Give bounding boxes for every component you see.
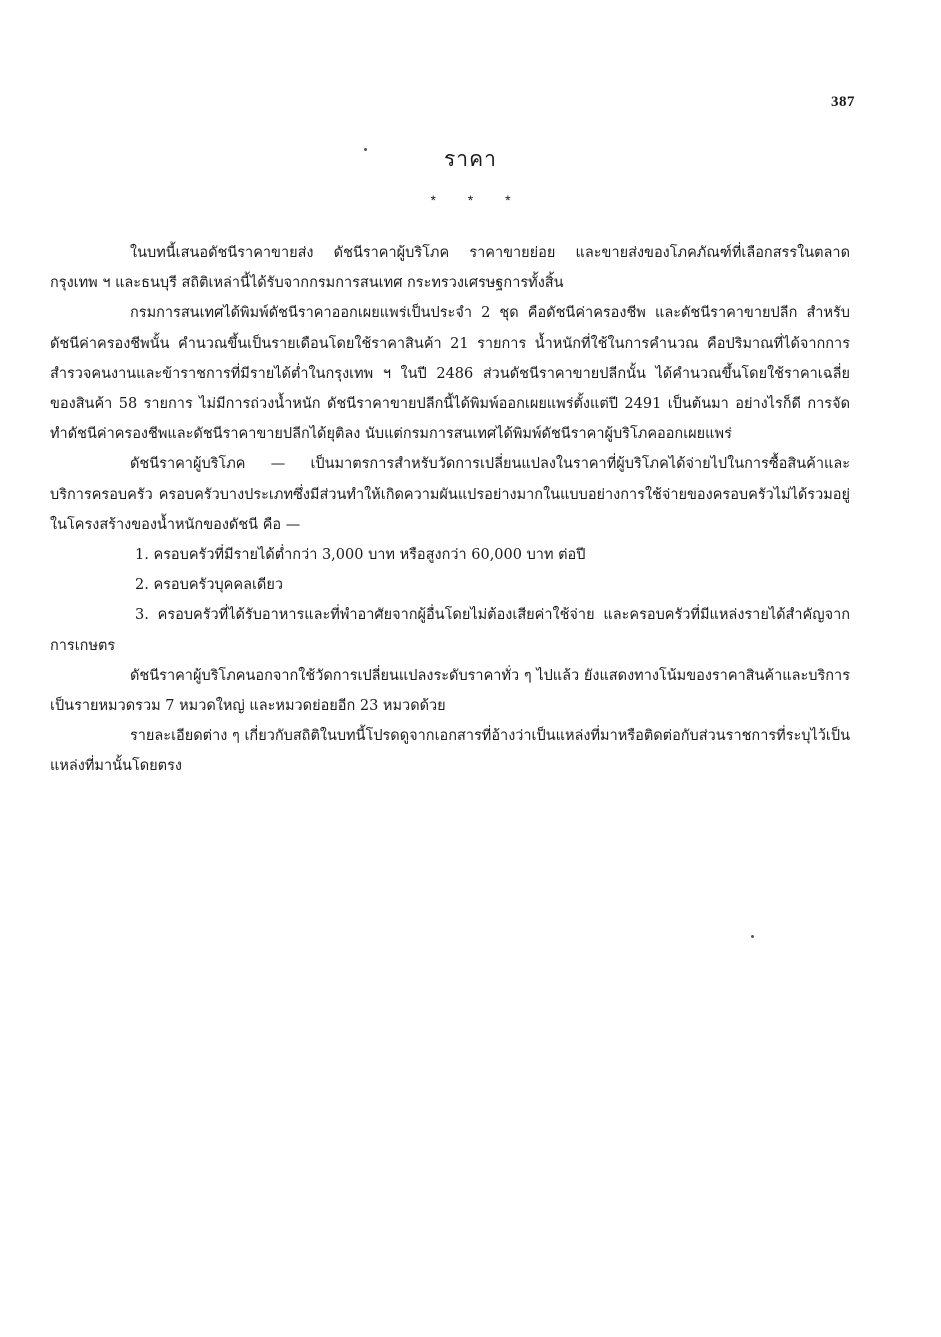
list-item: 3. ครอบครัวที่ได้รับอาหารและที่พำอาศัยจากผู้อื่นโดยไม่ต้องเสียค่าใช้จ่าย และครอบครัวที่มีแหล่งรายได้สำคัญจากการเกษตร: [50, 607, 850, 654]
paragraph-details-reference: รายละเอียดต่าง ๆ เกี่ยวกับสถิติในบทนี้โปรดดูจากเอกสารที่อ้างว่าเป็นแหล่งที่มาหรือติดต่อกับส่วนราชการที่ระบุไว้เป็นแหล่งที่มานั้นโดยตรง: [50, 728, 850, 775]
scan-speck: [364, 148, 367, 151]
paragraph-indices: กรมการสนเทศได้พิมพ์ดัชนีราคาออกเผยแพร่เป็นประจำ 2 ชุด คือดัชนีค่าครองชีพ และดัชนีราคาขายปลีก สำหรับดัชนีค่าครองชีพนั้น คำนวณขึ้นเป็นรายเดือนโดยใช้ราคาสินค้า 21 รายการ น้ำหนักที่ใช้ในการคำนวณ คือปริมาณที่ได้จากการสำรวจคนงานและข้าราชการที่มีรายได้ต่ำในกรุงเทพ ฯ ในปี 2486 ส่วนดัชนีราคาขายปลีกนั้น ได้คำนวณขึ้นโดยใช้ราคาเฉลี่ยของสินค้า 58 รายการ ไม่มีการถ่วงน้ำหนัก ดัชนีราคาขายปลีกนี้ได้พิมพ์ออกเผยแพร่ตั้งแต่ปี 2491 เป็นต้นมา อย่างไรก็ดี การจัดทำดัชนีค่าครองชีพและดัชนีราคาขายปลีกได้ยุติลง นับแต่กรมการสนเทศได้พิมพ์ดัชนีราคาผู้บริโภคออกเผยแพร่: [50, 305, 850, 443]
paragraph-intro: ในบทนี้เสนอดัชนีราคาขายส่ง ดัชนีราคาผู้บริโภค ราคาขายย่อย และขายส่งของโภคภัณฑ์ที่เลือกสรรในตลาดกรุงเทพ ฯ และธนบุรี สถิติเหล่านี้ได้รับจากกรมการสนเทศ กระทรวงเศรษฐการทั้งสิ้น: [50, 245, 850, 292]
paragraph-cpi-definition: ดัชนีราคาผู้บริโภค — เป็นมาตรการสำหรับวัดการเปลี่ยนแปลงในราคาที่ผู้บริโภคได้จ่ายไปในการซื้อสินค้าและบริการครอบครัว ครอบครัวบางประเภทซึ่งมีส่วนทำให้เกิดความผันแปรอย่างมากในแบบอย่างการใช้จ่ายของครอบครัวไม่ได้รวมอยู่ในโครงสร้างของน้ำหนักของดัชนี คือ —: [50, 456, 850, 533]
scan-speck: [751, 935, 754, 938]
section-separator: * * *: [430, 192, 525, 208]
list-item: 1. ครอบครัวที่มีรายได้ต่ำกว่า 3,000 บาท หรือสูงกว่า 60,000 บาท ต่อปี: [135, 547, 586, 564]
list-item: 2. ครอบครัวบุคคลเดียว: [135, 577, 283, 594]
paragraph-cpi-categories: ดัชนีราคาผู้บริโภคนอกจากใช้วัดการเปลี่ยนแปลงระดับราคาทั่ว ๆ ไปแล้ว ยังแสดงทางโน้มของราคาสินค้าและบริการเป็นรายหมวดรวม 7 หมวดใหญ่ และหมวดย่อยอีก 23 หมวดด้วย: [50, 667, 850, 715]
page-title: ราคา: [444, 147, 497, 171]
page-number: 387: [831, 94, 855, 110]
document-body: [50, 238, 850, 782]
